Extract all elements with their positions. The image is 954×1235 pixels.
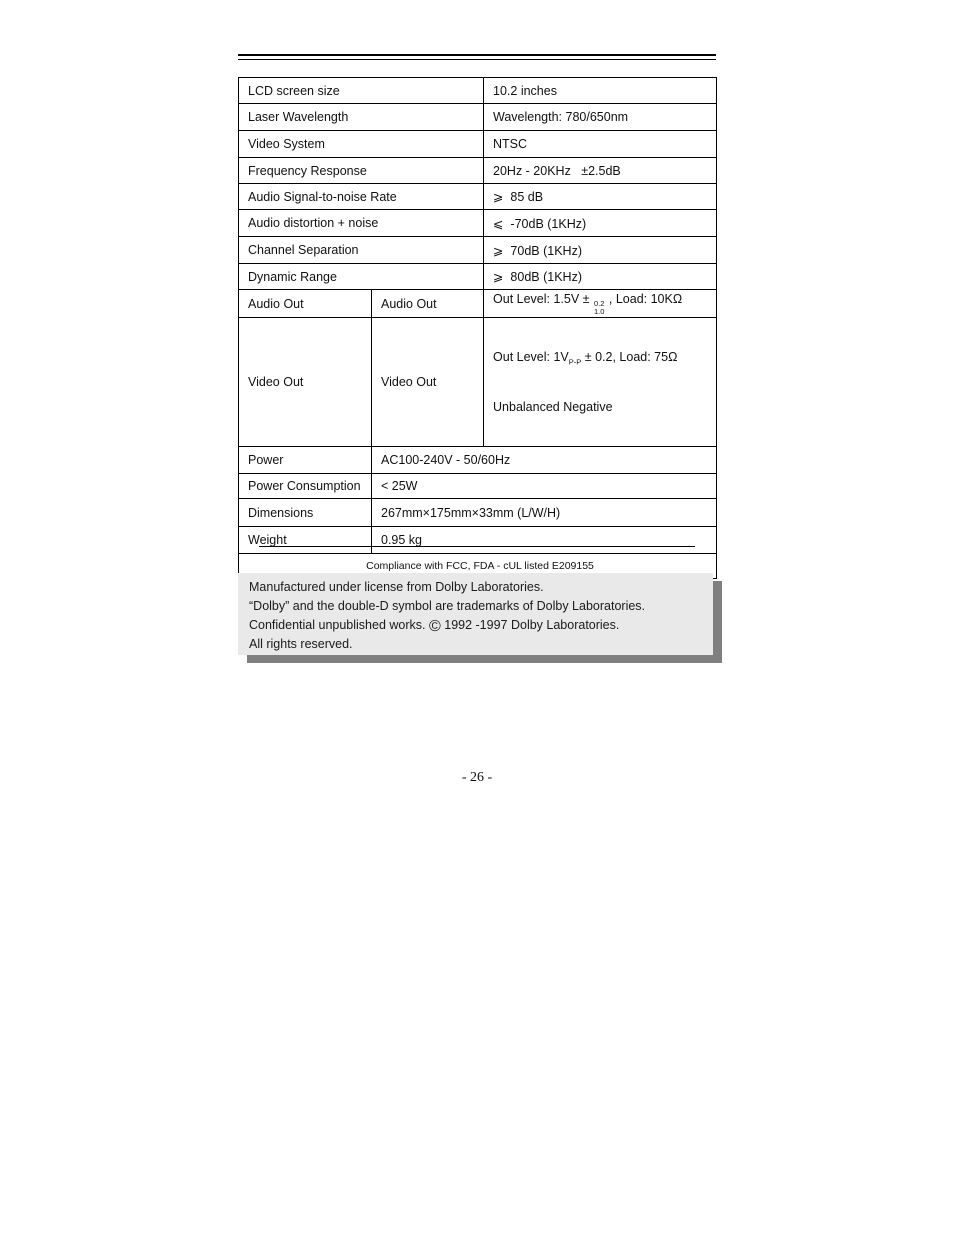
spec-value-cell: NTSC xyxy=(484,131,717,158)
spec-value-cell: 20Hz - 20KHz ±2.5dB xyxy=(484,158,717,184)
spec-label-cell: Audio Out xyxy=(372,290,484,318)
spec-value-cell: 10.2 inches xyxy=(484,78,717,104)
spec-row xyxy=(239,158,717,184)
spec-row xyxy=(239,131,717,158)
dolby-license-notice xyxy=(238,573,713,655)
tolerance-lower: 1.0 xyxy=(594,306,605,316)
spec-label-cell: Frequency Response xyxy=(239,158,484,184)
spec-value-cell: AC100-240V - 50/60Hz xyxy=(372,447,717,474)
spec-group-cell: Audio Out xyxy=(239,290,372,318)
spec-value-cell: 0.95 kg xyxy=(372,527,717,554)
spec-value-cell: Wavelength: 780/650nm xyxy=(484,104,717,131)
spec-label-cell: Video System xyxy=(239,131,484,158)
spec-value-cell: ⩾ 70dB (1KHz) xyxy=(484,237,717,264)
spec-value-cell: ⩽ -70dB (1KHz) xyxy=(484,210,717,237)
section-divider-rule xyxy=(259,546,695,547)
spec-row xyxy=(239,527,717,554)
spec-row xyxy=(239,104,717,131)
spec-row xyxy=(239,499,717,527)
spec-row xyxy=(239,210,717,237)
compliance-cell: Compliance with FCC, FDA - cUL listed E209155 xyxy=(239,554,717,579)
spec-value-cell: 267mm×175mm×33mm (L/W/H) xyxy=(372,499,717,527)
spec-row xyxy=(239,237,717,264)
spec-label-cell: Audio distortion + noise xyxy=(239,210,484,237)
spec-value-cell: < 25W xyxy=(372,474,717,499)
spec-label-cell: Audio Signal-to-noise Rate xyxy=(239,184,484,210)
p-p-subscript: P-P xyxy=(568,357,582,367)
spec-label-cell: Power xyxy=(239,447,372,474)
video-out-line1: Out Level: $1V_{P-P} \pm 0.2$, Load: 75Ω xyxy=(493,350,678,367)
dolby-line: “Dolby” and the double-D symbol are trademarks of Dolby Laboratories. xyxy=(249,599,646,613)
spec-label-cell: Power Consumption xyxy=(239,474,372,499)
page-number: - 26 - xyxy=(461,770,493,785)
spec-label-cell: Video Out xyxy=(372,318,484,447)
spec-row xyxy=(239,184,717,210)
audio-out-value-prefix: Out Level: 1.5V ± xyxy=(493,291,593,306)
audio-out-value-suffix: , Load: 10KΩ xyxy=(605,291,683,306)
video-out-row xyxy=(239,318,717,447)
spec-value-cell: ⩾ 85 dB xyxy=(484,184,717,210)
specifications-table xyxy=(238,77,717,579)
spec-label-cell: LCD screen size xyxy=(239,78,484,104)
spec-row xyxy=(239,474,717,499)
dolby-line: Manufactured under license from Dolby Laboratories. xyxy=(249,580,544,594)
spec-label-cell: Dynamic Range xyxy=(239,264,484,290)
dolby-line: Confidential unpublished works. © 1992 -1997 Dolby Laboratories. xyxy=(249,618,620,635)
spec-value-cell xyxy=(484,290,717,318)
dolby-line: All rights reserved. xyxy=(249,637,353,651)
spec-row xyxy=(239,78,717,104)
copyright-icon: © xyxy=(428,618,441,635)
spec-label-cell: Weight xyxy=(239,527,372,554)
video-out-line2: Unbalanced Negative xyxy=(493,400,613,414)
tolerance-upper: 0.2 xyxy=(594,298,605,308)
audio-out-row xyxy=(239,290,717,318)
tolerance-stack xyxy=(594,300,604,316)
spec-value-cell: ⩾ 80dB (1KHz) xyxy=(484,264,717,290)
spec-group-cell: Video Out xyxy=(239,318,372,447)
spec-value-cell xyxy=(484,318,717,447)
spec-label-cell: Channel Separation xyxy=(239,237,484,264)
spec-row xyxy=(239,447,717,474)
spec-label-cell: Laser Wavelength xyxy=(239,104,484,131)
top-double-rule xyxy=(238,54,716,60)
spec-label-cell: Dimensions xyxy=(239,499,372,527)
spec-row xyxy=(239,264,717,290)
